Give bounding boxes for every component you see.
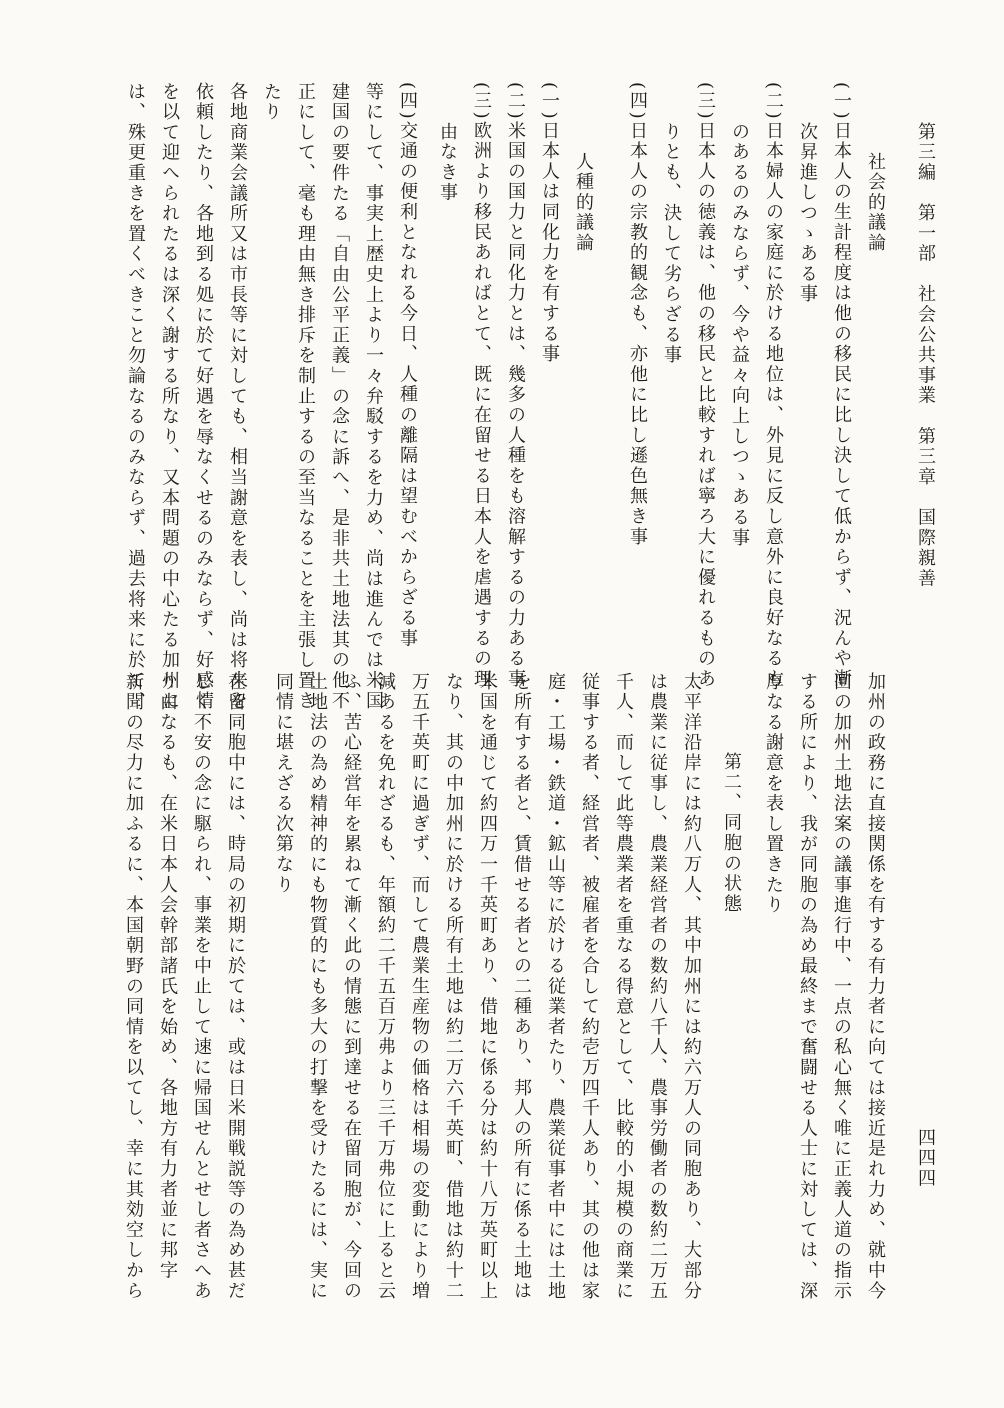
text-column: 依頼したり、各地到る処に於て好遇を辱なくせるのみならず、好感情 [193, 82, 214, 712]
text-column: を所有する者と、賃借せる者との二種あり、邦人の所有に係る土地は [511, 672, 532, 1302]
text-column: 由なき事 [437, 122, 458, 204]
text-column: 在留同胞中には、時局の初期に於ては、或は日米開戦説等の為め甚だ [225, 672, 246, 1302]
text-column: (三)欧洲より移民あればとて、既に在留せる日本人を虐遇するの理 [471, 82, 492, 690]
section-heading-compatriots: 第二、同胞の状態 [721, 752, 742, 915]
text-column: 土地法の為め精神的にも物質的にも多大の打撃を受けたるには、実に [307, 672, 328, 1302]
text-column: 庭・工場・鉄道・鉱山等に於ける従業者たり、農業従事者中には土地 [545, 672, 566, 1302]
text-column: 米国を通じて約四万一千英町あり、借地に係る分は約十八万英町以上 [477, 672, 498, 1302]
text-column: 各地商業会議所又は市長等に対しても、相当謝意を表し、尚は将来を [227, 82, 248, 712]
text-column: 次昇進しつゝある事 [797, 122, 818, 305]
text-column: 等にして、事実上歴史上より一々弁駁するを力め、尚は進んでは米国 [363, 82, 384, 712]
text-column: (二)日本婦人の家庭に於ける地位は、外見に反し意外に良好なるも [763, 82, 784, 690]
text-column: 建国の要件たる「自由公平正義」の念に訴へ、是非共土地法其の他不 [329, 82, 350, 712]
text-column: 回の加州土地法案の議事進行中、一点の私心無く唯に正義人道の指示 [831, 672, 852, 1302]
section-heading-racial: 人種的議論 [573, 152, 594, 254]
text-column: (四)交通の便利となれる今日、人種の離隔は望むべからざる事 [397, 82, 418, 649]
text-column: (三)日本人の徳義は、他の移民と比較すれば寧ろ大に優れるものあ [695, 82, 716, 690]
text-column: たり [261, 82, 282, 123]
page-number: 四四四 [915, 1128, 936, 1189]
text-column: 加州の政務に直接関係を有する有力者に向ては接近是れ力め、就中今 [865, 672, 886, 1302]
text-column: しく不安の念に駆られ、事業を中止して速に帰国せんとせし者さへあ [191, 672, 212, 1302]
text-column: 減あるを免れざるも、年額約二千五百万弗より三千万弗位に上ると云 [375, 672, 396, 1302]
text-column: (二)米国の国力と同化力とは、幾多の人種をも溶解するの力ある事 [505, 82, 526, 690]
text-column: は、殊更重きを置くべきこと勿論なるのみならず、過去将来に於て、 [125, 82, 146, 712]
text-column: 従事する者、経営者、被雇者を合して約壱万四千人あり、其の他は家 [579, 672, 600, 1302]
text-column: (四)日本人の宗教的観念も、亦他に比し遜色無き事 [627, 82, 648, 548]
section-heading-social: 社会的議論 [865, 152, 886, 254]
text-column: 新聞の尽力に加ふるに、本国朝野の同情を以てし、幸に其効空しから [123, 672, 144, 1302]
text-column: (一)日本人は同化力を有する事 [539, 82, 560, 365]
text-column: を以て迎へられたるは深く謝する所なり、又本問題の中心たる加州に [159, 82, 180, 712]
text-column: りとも、決して劣らざる事 [661, 122, 682, 366]
text-column: は農業に従事し、農業経営者の数約八千人、農事労働者の数約二万五 [647, 672, 668, 1302]
text-column: り由なるも、在米日本人会幹部諸氏を始め、各地方有力者並に邦字 [157, 672, 178, 1281]
running-header: 第三編 第一部 社会公共事業 第三章 国際親善 [915, 122, 936, 589]
text-column: 厚なる謝意を表し置きたり [763, 672, 784, 916]
text-column: (一)日本人の生計程度は他の移民に比し決して低からず、況んや漸 [831, 82, 852, 690]
text-column: ふ、苦心経営年を累ねて漸く此の情態に到達せる在留同胞が、今回の [341, 672, 362, 1302]
text-column: する所により、我が同胞の為め最終まで奮闘せる人士に対しては、深 [797, 672, 818, 1302]
text-column: 同情に堪えざる次第なり [273, 672, 294, 896]
text-column: 正にして、毫も理由無き排斥を制止するの至当なることを主張し置き [295, 82, 316, 712]
text-column: 千人、而して此等農業者を重なる得意として、比較的小規模の商業に [613, 672, 634, 1302]
text-column: のあるのみならず、今や益々向上しつゝある事 [729, 122, 750, 549]
text-column: 太平洋沿岸には約八万人、其中加州には約六万人の同胞あり、大部分 [681, 672, 702, 1302]
text-column: なり、其の中加州に於ける所有土地は約二万六千英町、借地は約十二 [443, 672, 464, 1302]
text-column: 万五千英町に過ぎず、而して農業生産物の価格は相場の変動により増 [409, 672, 430, 1302]
